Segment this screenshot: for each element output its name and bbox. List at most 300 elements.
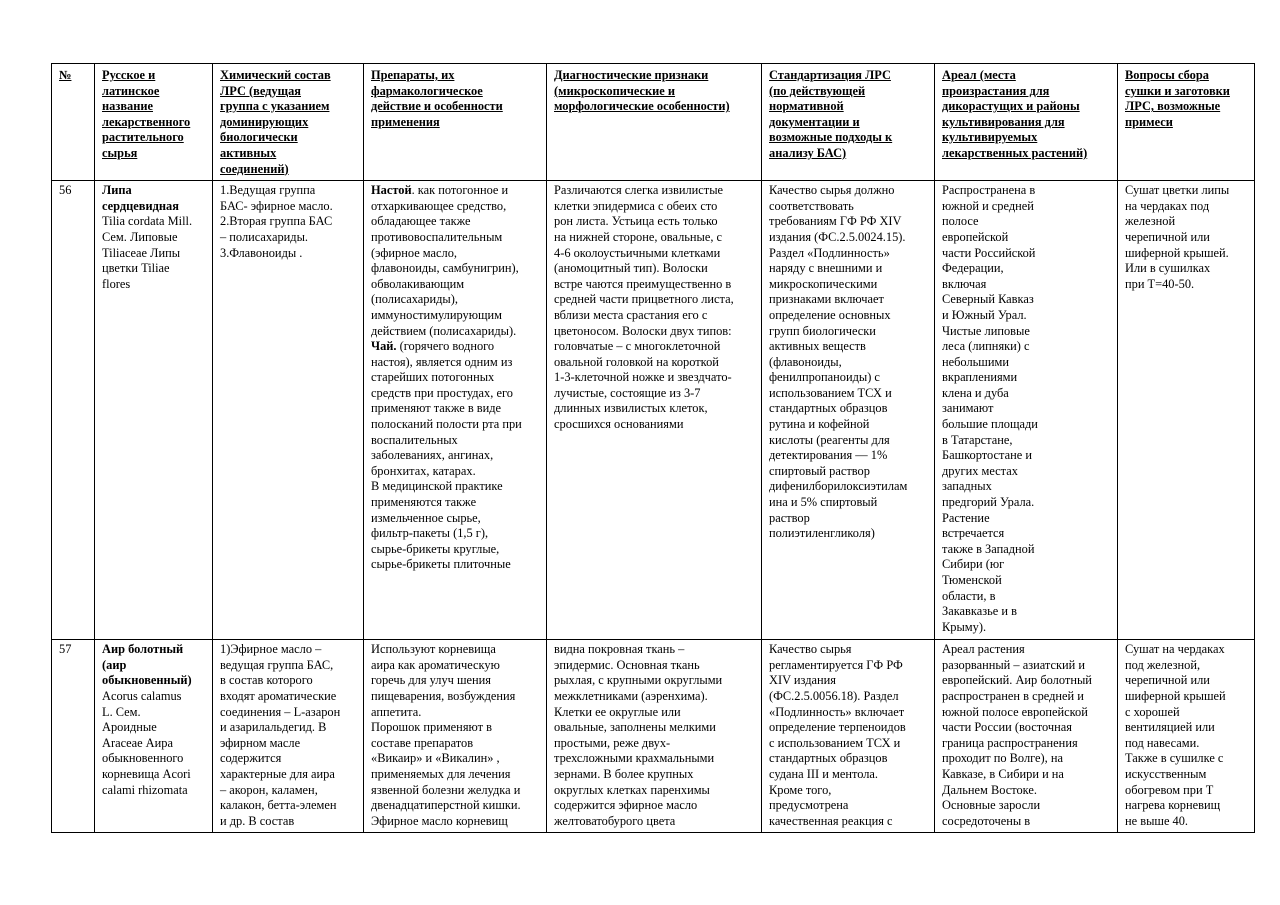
- text-line: Аир болотный: [102, 642, 184, 657]
- bold-term: Чай.: [371, 339, 397, 354]
- text-line: биологически: [220, 130, 298, 145]
- text-line: №: [59, 68, 72, 82]
- text-line: наряду с внешними и: [769, 261, 883, 276]
- text-line: [371, 495, 541, 511]
- text-line: рыхлая, с крупными округлыми: [554, 673, 723, 688]
- text-line: проходит по Волге), на: [942, 751, 1063, 766]
- line-text: составе препаратов: [371, 735, 474, 750]
- text-line: характерные для аира: [220, 766, 335, 781]
- text-line: применения: [371, 114, 440, 129]
- text-line: [371, 511, 541, 527]
- text-line: [371, 814, 541, 830]
- text-line: (микроскопические и: [554, 83, 676, 98]
- standardization-cell: [762, 181, 935, 640]
- text-line: примеси: [1125, 114, 1173, 129]
- text-line: возможные подходы к: [769, 130, 893, 145]
- text-line: Сушат цветки липы: [1125, 183, 1230, 198]
- text-line: Диагностические признаки: [554, 68, 709, 82]
- text-line: корневища Acori: [102, 766, 191, 781]
- text-line: (ФС.2.5.0056.18). Раздел: [769, 688, 899, 703]
- line-text: Используют корневища: [371, 642, 496, 657]
- text-line: [371, 214, 541, 230]
- line-text: применяемых для лечения: [371, 766, 511, 781]
- plant-name-russian: [102, 183, 207, 214]
- text-line: межклетниками (аэренхима).: [554, 688, 708, 703]
- chemical-composition-cell: [213, 640, 364, 833]
- preparations-cell: [364, 640, 547, 833]
- text-line: ведущая группа БАС,: [220, 657, 334, 672]
- text-line: [371, 370, 541, 386]
- text-line: качественная реакция с: [769, 813, 893, 828]
- line-text: . как потогонное и: [411, 183, 509, 198]
- line-text: сырье-брикеты плиточные: [371, 557, 511, 572]
- line-text: заболеваниях, ангинах,: [371, 448, 494, 463]
- text-line: трехсложными крахмальными: [554, 751, 715, 766]
- text-line: простыми, реже двух-: [554, 735, 671, 750]
- text-line: в Татарстане,: [942, 432, 1013, 447]
- text-line: произрастания для: [942, 83, 1050, 98]
- text-line: большие площади: [942, 417, 1038, 432]
- line-text: противовоспалительным: [371, 229, 503, 244]
- text-line: [371, 261, 541, 277]
- text-line: округлых клетках паренхимы: [554, 782, 710, 797]
- text-line: Ареал (места: [942, 68, 1016, 82]
- text-line: Сибири (юг: [942, 557, 1005, 572]
- text-line: вкраплениями: [942, 370, 1018, 385]
- text-line: [371, 783, 541, 799]
- text-line: на чердаках под: [1125, 198, 1210, 213]
- text-line: обогревом при Т: [1125, 782, 1214, 797]
- line-text: Порошок применяют в: [371, 720, 492, 735]
- text-line: Различаются слегка извилистые: [554, 183, 724, 198]
- text-line: [371, 736, 541, 752]
- text-line: активных: [220, 145, 277, 160]
- text-line: клетки эпидермиса с обеих сто: [554, 198, 718, 213]
- text-line: включая: [942, 276, 987, 291]
- text-line: рутина и кофейной: [769, 417, 870, 432]
- text-line: калакон, бетта-элемен: [220, 798, 337, 813]
- line-text: обволакивающим: [371, 276, 465, 291]
- text-line: Крыму).: [942, 619, 987, 634]
- header-diagnostics: [547, 64, 762, 181]
- text-line: издания (ФС.2.5.0024.15).: [769, 229, 906, 244]
- text-line: встре чаются преимущественно в: [554, 276, 732, 291]
- text-line: L. Сем.: [102, 704, 141, 719]
- text-line: calami rhizomata: [102, 782, 188, 797]
- text-line: БАС- эфирное масло.: [220, 198, 333, 213]
- text-line: лекарственного: [102, 114, 191, 129]
- text-line: части Российской: [942, 245, 1036, 260]
- text-line: – полисахариды.: [220, 229, 309, 244]
- text-line: Или в сушилках: [1125, 261, 1211, 276]
- header-collection: [1118, 64, 1255, 181]
- table-row: [52, 640, 1255, 833]
- text-line: длинных извилистых клеток,: [554, 401, 708, 416]
- text-line: [371, 417, 541, 433]
- text-line: [371, 339, 541, 355]
- text-line: дикорастущих и районы: [942, 99, 1080, 114]
- text-line: группа с указанием: [220, 99, 330, 114]
- text-line: железной: [1125, 214, 1176, 229]
- text-line: вентиляцией или: [1125, 720, 1215, 735]
- line-text: настоя), является одним из: [371, 354, 513, 369]
- line-text: (горячего водного: [396, 339, 495, 354]
- text-line: [371, 751, 541, 767]
- text-line: при Т=40-50.: [1125, 276, 1195, 291]
- text-line: Вопросы сбора: [1125, 68, 1209, 82]
- line-text: язвенной болезни желудка и: [371, 782, 521, 797]
- text-line: европейский. Аир болотный: [942, 673, 1092, 688]
- text-line: соответствовать: [769, 198, 854, 213]
- text-line: [371, 557, 541, 573]
- text-line: головчатые – с многоклеточной: [554, 339, 721, 354]
- text-line: сушки и заготовки: [1125, 83, 1230, 98]
- text-line: документации и: [769, 114, 860, 129]
- text-line: признаками включает: [769, 292, 884, 307]
- text-line: Стандартизация ЛРС: [769, 68, 891, 82]
- text-line: Раздел «Подлинность»: [769, 245, 890, 260]
- text-line: культивируемых: [942, 130, 1038, 145]
- text-line: Распространена в: [942, 183, 1036, 198]
- row-number: 57: [52, 640, 95, 833]
- text-line: вблизи места срастания его с: [554, 307, 708, 322]
- text-line: стандартных образцов: [769, 751, 888, 766]
- text-line: под навесами.: [1125, 735, 1200, 750]
- text-line: [371, 526, 541, 542]
- plant-name-latin: [102, 689, 207, 798]
- text-line: Липа: [102, 183, 132, 198]
- line-text: аппетита.: [371, 704, 422, 719]
- text-line: 1.Ведущая группа: [220, 183, 316, 198]
- text-line: Качество сырья должно: [769, 183, 895, 198]
- text-line: 1)Эфирное масло –: [220, 642, 322, 657]
- text-line: обыкновенного: [102, 751, 184, 766]
- line-text: «Викаир» и «Викалин» ,: [371, 751, 500, 766]
- text-line: овальной головкой на короткой: [554, 354, 719, 369]
- text-line: Кавказе, в Сибири и на: [942, 766, 1064, 781]
- text-line: сросшихся основаниями: [554, 417, 684, 432]
- text-line: и азарилальдегид. В: [220, 720, 327, 735]
- line-text: аира как ароматическую: [371, 657, 500, 672]
- text-line: XIV издания: [769, 673, 836, 688]
- text-line: доминирующих: [220, 114, 309, 129]
- line-text: (полисахариды),: [371, 292, 458, 307]
- text-line: 1-3-клеточной ножке и звездчато-: [554, 370, 732, 385]
- text-line: Химический состав: [220, 68, 331, 82]
- text-line: части России (восточная: [942, 720, 1072, 735]
- text-line: содержится: [220, 751, 282, 766]
- text-line: 2.Вторая группа БАС: [220, 214, 333, 229]
- text-line: также в Западной: [942, 541, 1035, 556]
- text-line: встречается: [942, 526, 1005, 541]
- text-line: лучистые, состоящие из 3-7: [554, 385, 701, 400]
- text-line: Дальнем Востоке.: [942, 782, 1037, 797]
- text-line: [371, 433, 541, 449]
- text-line: (по действующей: [769, 83, 866, 98]
- text-line: содержится эфирное масло: [554, 798, 698, 813]
- text-line: спиртовый раствор: [769, 463, 870, 478]
- text-line: определение основных: [769, 307, 891, 322]
- area-cell: [935, 640, 1118, 833]
- header-name: [95, 64, 213, 181]
- line-text: измельченное сырье,: [371, 510, 481, 525]
- text-line: групп биологически: [769, 323, 876, 338]
- text-line: ЛРС (ведущая: [220, 83, 301, 98]
- line-text: фильтр-пакеты (1,5 г),: [371, 526, 489, 541]
- text-line: «Подлинность» включает: [769, 704, 905, 719]
- text-line: [371, 767, 541, 783]
- text-line: эпидермис. Основная ткань: [554, 657, 700, 672]
- text-line: полиэтиленгликоля): [769, 526, 875, 541]
- text-line: Чистые липовые: [942, 323, 1030, 338]
- text-line: Качество сырья: [769, 642, 852, 657]
- line-text: полосканий полости рта при: [371, 417, 522, 432]
- text-line: западных: [942, 479, 992, 494]
- text-line: [371, 246, 541, 262]
- preparations-cell: [364, 181, 547, 640]
- line-text: сырье-брикеты круглые,: [371, 541, 500, 556]
- line-text: применяют также в виде: [371, 401, 502, 416]
- text-line: цветки Tiliae: [102, 261, 170, 276]
- text-line: Сем. Липовые: [102, 229, 178, 244]
- text-line: нагрева корневищ: [1125, 798, 1221, 813]
- line-text: (эфирное масло,: [371, 245, 458, 260]
- text-line: Тюменской: [942, 573, 1002, 587]
- text-line: южной и средней: [942, 198, 1034, 213]
- text-line: Препараты, их: [371, 68, 455, 82]
- line-text: средств при простудах, его: [371, 385, 513, 400]
- text-line: цветоносом. Волоски двух типов:: [554, 323, 732, 338]
- text-line: овальные, заполнены мелкими: [554, 720, 716, 735]
- collection-cell: [1118, 181, 1255, 640]
- text-line: видна покровная ткань –: [554, 642, 685, 657]
- text-line: нормативной: [769, 99, 844, 114]
- text-line: [371, 230, 541, 246]
- text-line: дифенилборилоксиэтилам: [769, 479, 908, 494]
- text-line: Закавказье и в: [942, 604, 1017, 619]
- text-line: Федерации,: [942, 261, 1004, 276]
- row-number: 56: [52, 181, 95, 640]
- line-text: бронхитах, катарах.: [371, 463, 476, 478]
- text-line: (аир: [102, 657, 127, 672]
- text-line: сырья: [102, 145, 138, 160]
- text-line: регламентируется ГФ РФ: [769, 657, 903, 672]
- plant-name-cell: [95, 181, 213, 640]
- text-line: шиферной крышей: [1125, 688, 1226, 703]
- text-line: анализу БАС): [769, 145, 847, 160]
- text-line: [371, 292, 541, 308]
- text-line: леса (липняки) с: [942, 339, 1030, 354]
- text-line: [371, 324, 541, 340]
- text-line: Сушат на чердаках: [1125, 642, 1225, 657]
- text-line: под железной,: [1125, 657, 1201, 672]
- text-line: на нижней стороне, овальные, с: [554, 229, 723, 244]
- text-line: сердцевидная: [102, 198, 179, 213]
- plant-name-latin: [102, 214, 207, 292]
- text-line: судана III и ментола.: [769, 766, 879, 781]
- text-line: определение терпеноидов: [769, 720, 906, 735]
- text-line: Северный Кавказ: [942, 292, 1034, 307]
- text-line: растительного: [102, 130, 184, 145]
- line-text: флавоноиды, самбунигрин),: [371, 261, 519, 276]
- text-line: [371, 464, 541, 480]
- text-line: [371, 658, 541, 674]
- area-cell: [935, 181, 1118, 640]
- text-line: flores: [102, 276, 131, 291]
- text-line: не выше 40.: [1125, 813, 1189, 828]
- text-line: в состав которого: [220, 673, 313, 688]
- line-text: горечь для улуч шения: [371, 673, 491, 688]
- text-line: раствор: [769, 510, 810, 525]
- text-line: Русское и: [102, 68, 156, 82]
- text-line: – акорон, каламен,: [220, 782, 318, 797]
- text-line: ЛРС, возможные: [1125, 99, 1221, 114]
- text-line: (аномоцитный тип). Волоски: [554, 261, 708, 276]
- text-line: Башкортостане и: [942, 448, 1032, 463]
- text-line: детектирования — 1%: [769, 448, 888, 463]
- text-line: морфологические особенности): [554, 99, 730, 114]
- text-line: [371, 673, 541, 689]
- text-line: соединения – L-азарон: [220, 704, 341, 719]
- text-line: фенилпропаноиды) с: [769, 370, 880, 385]
- text-line: желтоватобурого цвета: [554, 813, 676, 828]
- text-line: предгорий Урала.: [942, 495, 1035, 510]
- text-line: Также в сушилке с: [1125, 751, 1224, 766]
- header-preparations: [364, 64, 547, 181]
- line-text: двенадцатиперстной кишки.: [371, 798, 521, 813]
- line-text: воспалительных: [371, 432, 458, 447]
- text-line: использованием ТСХ и: [769, 385, 892, 400]
- standardization-cell: [762, 640, 935, 833]
- plant-name-cell: [95, 640, 213, 833]
- text-line: Клетки ее округлые или: [554, 704, 681, 719]
- text-line: предусмотрена: [769, 798, 849, 813]
- text-line: Araceae Аира: [102, 735, 173, 750]
- table-row: [52, 181, 1255, 640]
- text-line: [371, 199, 541, 215]
- text-line: Растение: [942, 510, 990, 525]
- text-line: [371, 277, 541, 293]
- header-chemical-composition: [213, 64, 364, 181]
- text-line: с использованием ТСХ и: [769, 735, 901, 750]
- table-header-row: [52, 64, 1255, 181]
- text-line: ина и 5% спиртовый: [769, 495, 878, 510]
- text-line: шиферной крышей.: [1125, 245, 1229, 260]
- text-line: с хорошей: [1125, 704, 1180, 719]
- herbal-raw-materials-table: [51, 63, 1255, 833]
- line-text: действием (полисахариды).: [371, 323, 517, 338]
- text-line: граница распространения: [942, 735, 1078, 750]
- text-line: [371, 183, 541, 199]
- text-line: Основные заросли: [942, 798, 1041, 813]
- diagnostics-cell: [547, 640, 762, 833]
- text-line: искусственным: [1125, 766, 1207, 781]
- text-line: [371, 308, 541, 324]
- text-line: соединений): [220, 161, 289, 176]
- text-line: [371, 798, 541, 814]
- text-line: области, в: [942, 588, 996, 603]
- bold-term: Настой: [371, 183, 412, 198]
- text-line: европейской: [942, 229, 1009, 244]
- text-line: Acorus calamus: [102, 688, 182, 703]
- chemical-composition-cell: [213, 181, 364, 640]
- text-line: название: [102, 99, 153, 114]
- text-line: полосе: [942, 214, 979, 229]
- text-line: [371, 386, 541, 402]
- text-line: рон листа. Устьица есть только: [554, 214, 718, 229]
- text-line: [371, 401, 541, 417]
- text-line: распространен в средней и: [942, 688, 1084, 703]
- text-line: 4-6 околоустьичными клетками: [554, 245, 721, 260]
- text-line: Кроме того,: [769, 782, 832, 797]
- line-text: иммуностимулирующим: [371, 307, 502, 322]
- text-line: входят ароматические: [220, 688, 337, 703]
- text-line: средней части прицветного листа,: [554, 292, 734, 307]
- text-line: Tilia cordata Mill.: [102, 214, 193, 229]
- text-line: черепичной или: [1125, 229, 1210, 244]
- text-line: других местах: [942, 463, 1018, 478]
- text-line: и Южный Урал.: [942, 307, 1027, 322]
- header-standardization: [762, 64, 935, 181]
- header-number: [52, 64, 95, 181]
- text-line: черепичной или: [1125, 673, 1210, 688]
- line-text: старейших потогонных: [371, 370, 495, 385]
- text-line: сосредоточены в: [942, 813, 1031, 828]
- text-line: лекарственных растений): [942, 145, 1088, 160]
- line-text: обладающее также: [371, 214, 471, 229]
- diagnostics-cell: [547, 181, 762, 640]
- plant-name-russian: [102, 642, 207, 689]
- text-line: [371, 705, 541, 721]
- text-line: кислоты (реагенты для: [769, 432, 890, 447]
- text-line: [371, 642, 541, 658]
- text-line: [371, 355, 541, 371]
- text-line: южной полосе европейской: [942, 704, 1088, 719]
- text-line: и др. В состав: [220, 813, 295, 828]
- text-line: фармакологическое: [371, 83, 483, 98]
- text-line: стандартных образцов: [769, 401, 888, 416]
- text-line: требованиям ГФ РФ XIV: [769, 214, 902, 229]
- text-line: латинское: [102, 83, 160, 98]
- text-line: зернами. В более крупных: [554, 766, 694, 781]
- text-line: эфирном масле: [220, 735, 301, 750]
- line-text: пищеварения, возбуждения: [371, 688, 516, 703]
- text-line: занимают: [942, 401, 994, 416]
- text-line: 3.Флавоноиды .: [220, 245, 303, 260]
- text-line: Tiliaceae Липы: [102, 245, 181, 260]
- text-line: Ареал растения: [942, 642, 1025, 657]
- text-line: [371, 479, 541, 495]
- collection-cell: [1118, 640, 1255, 833]
- text-line: Ароидные: [102, 720, 157, 735]
- text-line: действие и особенности: [371, 99, 503, 114]
- line-text: Эфирное масло корневищ: [371, 813, 508, 828]
- text-line: [371, 689, 541, 705]
- line-text: В медицинской практике: [371, 479, 503, 494]
- text-line: разорванный – азиатский и: [942, 657, 1085, 672]
- line-text: применяются также: [371, 495, 477, 510]
- text-line: (флавоноиды,: [769, 354, 842, 369]
- text-line: [371, 448, 541, 464]
- text-line: обыкновенный): [102, 673, 192, 688]
- text-line: [371, 542, 541, 558]
- text-line: культивирования для: [942, 114, 1065, 129]
- text-line: микроскопическими: [769, 276, 878, 291]
- text-line: клена и дуба: [942, 385, 1009, 400]
- text-line: [371, 720, 541, 736]
- text-line: небольшими: [942, 354, 1009, 369]
- text-line: активных веществ: [769, 339, 866, 354]
